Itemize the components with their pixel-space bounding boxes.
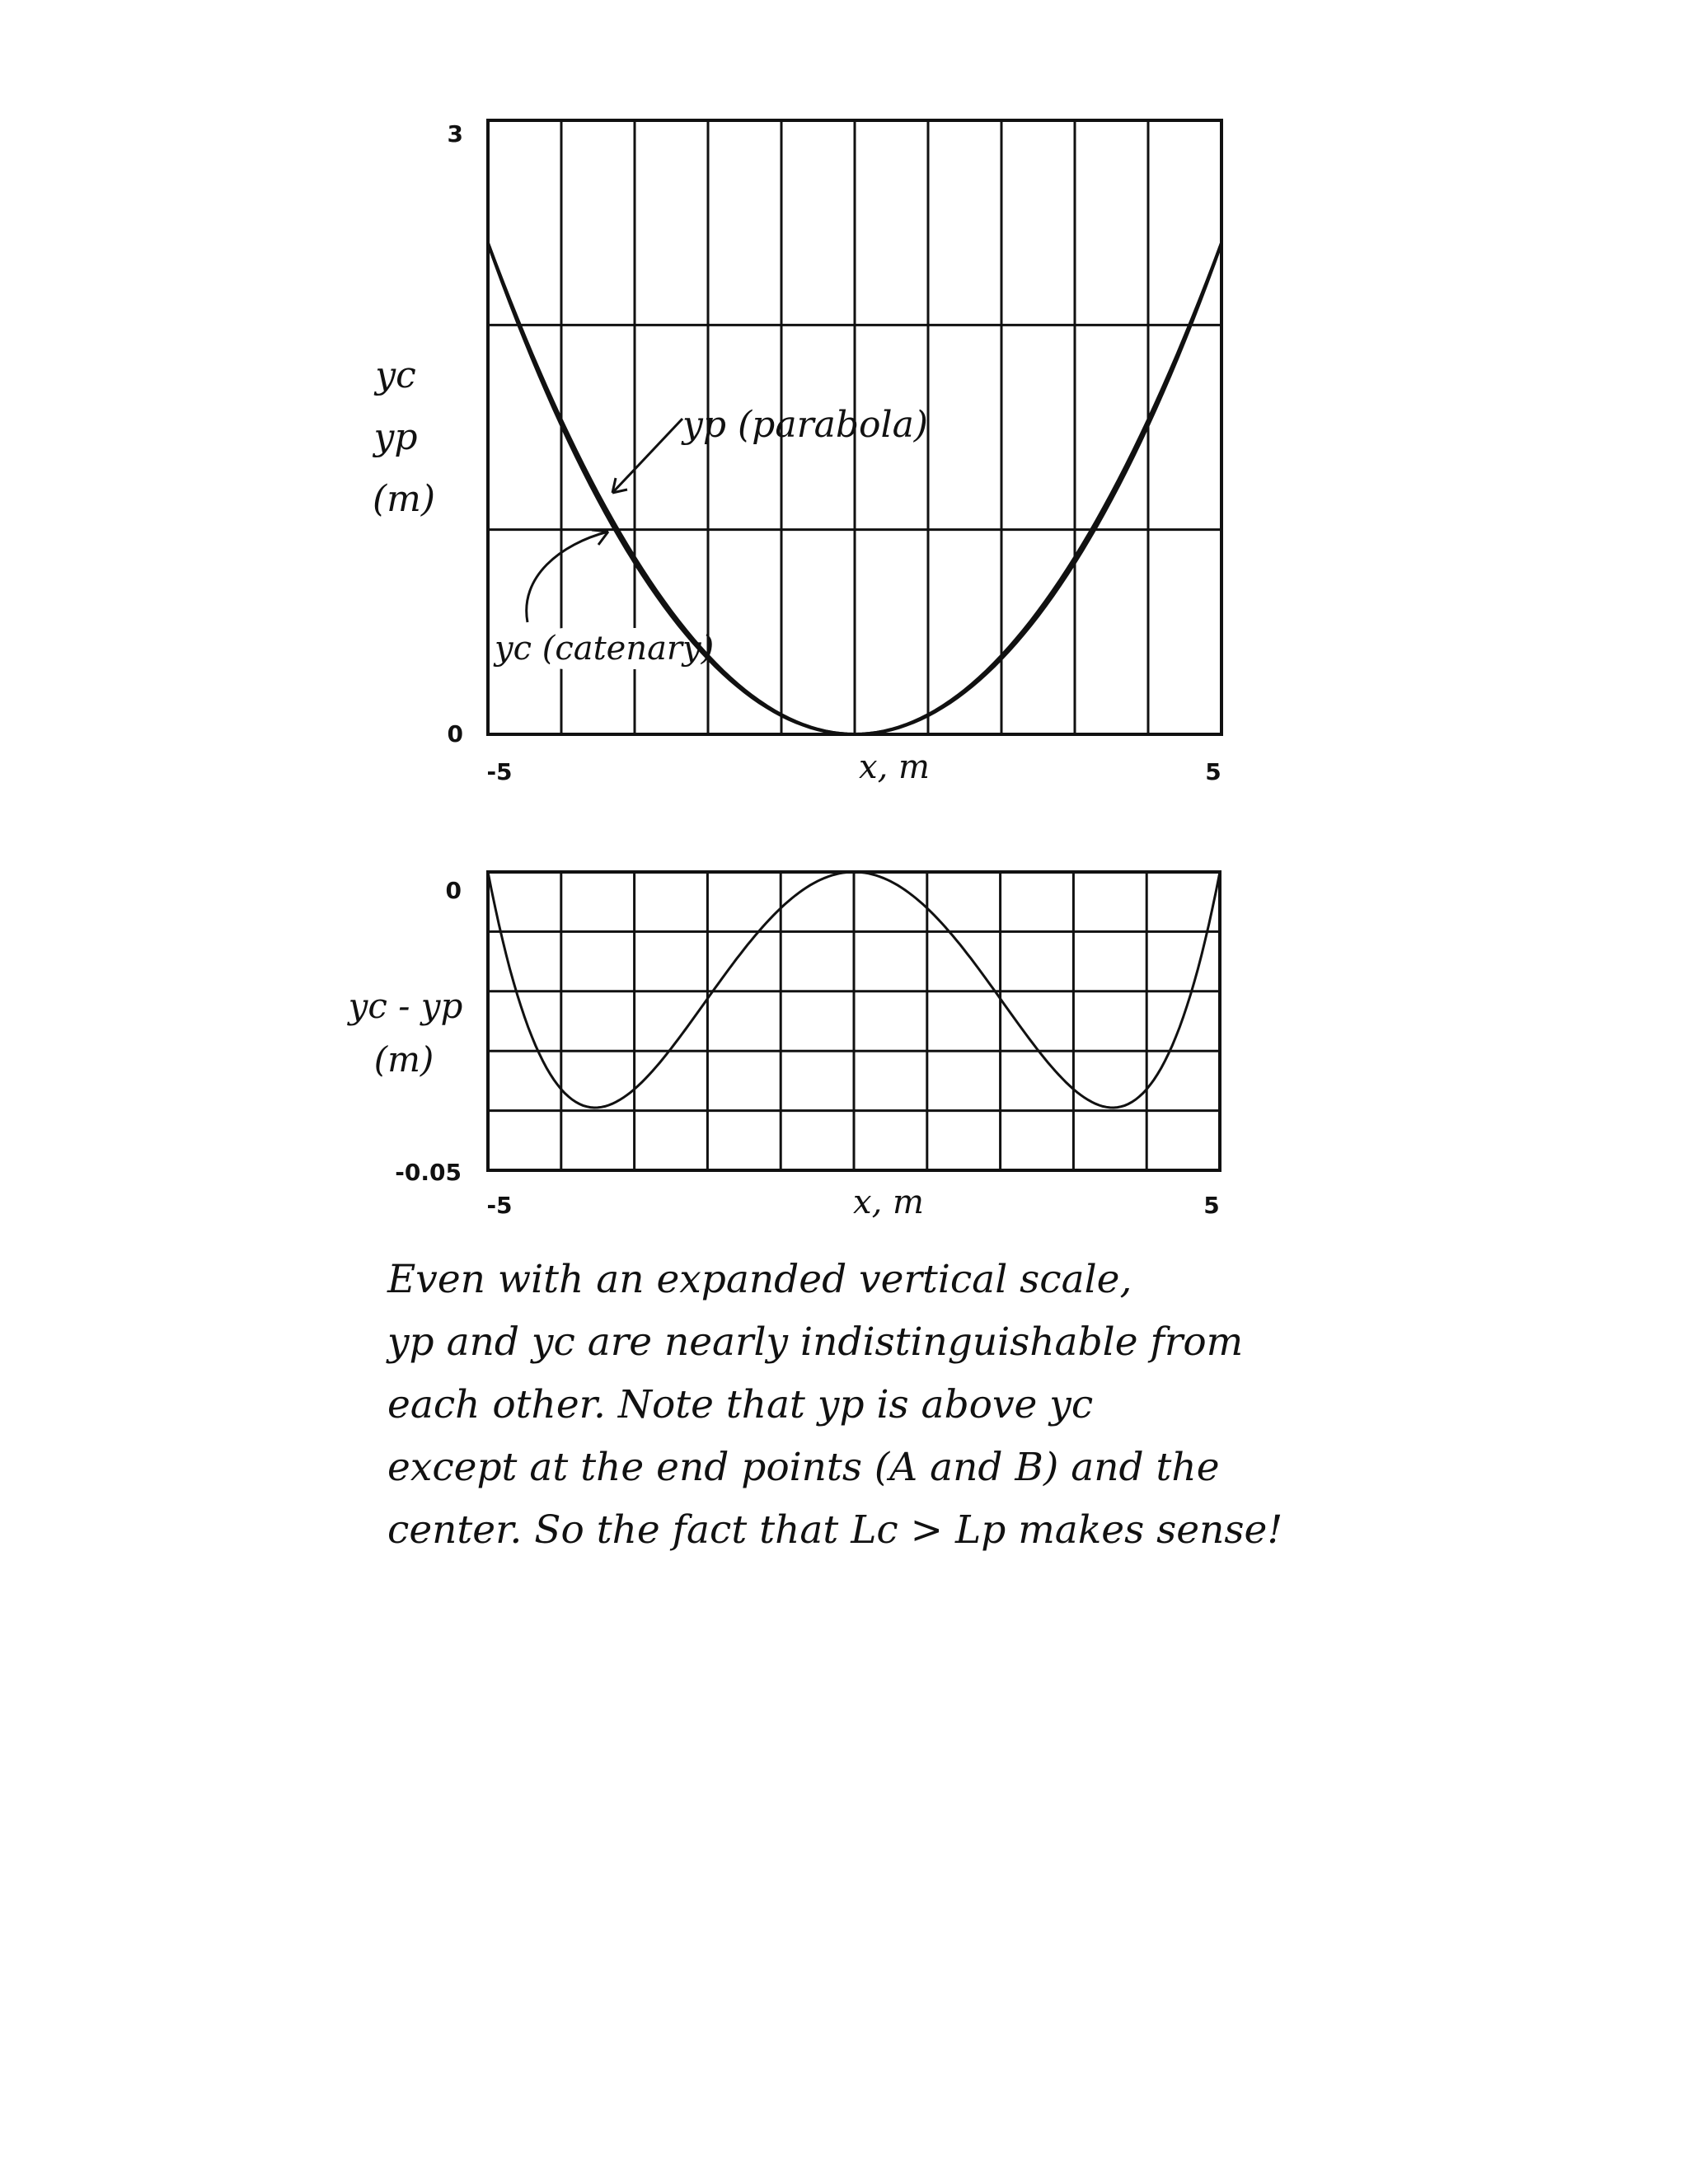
x-tick-label-right: 5	[1203, 1192, 1220, 1219]
catenary-leader-line	[527, 532, 608, 622]
note-line: yp and yc are nearly indistinguishable from	[387, 1319, 1244, 1365]
y-axis-label-diff: yc - yp	[348, 986, 463, 1026]
y-tick-label-bottom: -0.05	[395, 1159, 462, 1186]
y-axis-label-yc: yc	[375, 354, 416, 396]
catenary-arrow-head	[592, 530, 608, 545]
x-tick-label-right: 5	[1205, 758, 1221, 785]
y-tick-label-top: 3	[447, 120, 463, 148]
parabola-leader-line	[612, 419, 682, 493]
annotation-parabola: yp (parabola)	[682, 404, 928, 446]
note-line: except at the end points (A and B) and the	[387, 1445, 1220, 1490]
x-tick-label-left: -5	[486, 758, 513, 785]
y-tick-label-top: 0	[445, 877, 462, 904]
y-tick-label-bottom: 0	[447, 720, 463, 748]
x-axis-label: x, m	[859, 748, 930, 786]
y-axis-label-yp: yp	[373, 416, 418, 458]
note-line: center. So the fact that Lc > Lp makes sense!	[387, 1507, 1283, 1553]
x-axis-label: x, m	[853, 1183, 924, 1221]
x-tick-label-left: -5	[486, 1192, 513, 1219]
note-line: Even with an expanded vertical scale,	[387, 1257, 1132, 1302]
chart-catenary-parabola	[372, 120, 1221, 786]
y-axis-label-unit: (m)	[372, 478, 436, 520]
annotation-catenary: yc (catenary)	[495, 630, 715, 668]
handwritten-note	[387, 1249, 1401, 1562]
chart-difference	[347, 872, 1220, 1221]
y-axis-label-unit: (m)	[373, 1039, 434, 1080]
note-line: each other. Note that yp is above yc	[387, 1382, 1094, 1427]
chart2-grid	[488, 872, 1220, 1170]
